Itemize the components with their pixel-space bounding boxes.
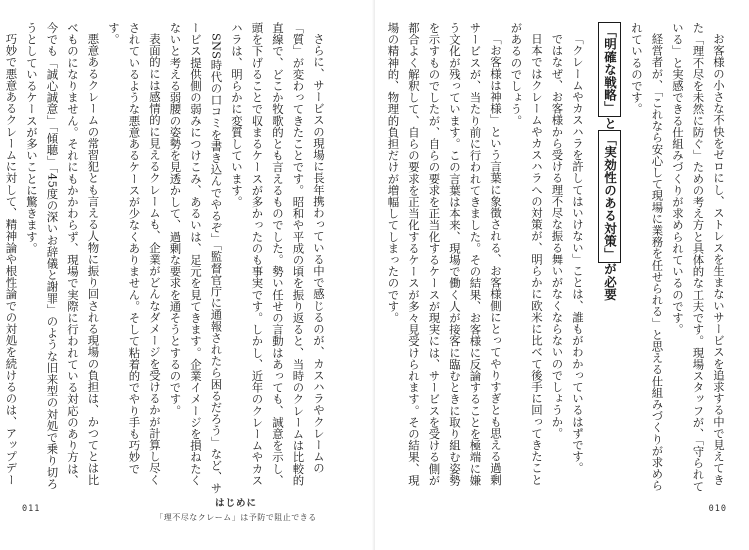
page-number: 010 xyxy=(708,504,727,514)
right-page-body xyxy=(386,22,729,497)
heading-tail: が必要 xyxy=(602,262,618,301)
paragraph: お客様の小さな不快をゼロにし、ストレスを生まないサービスを追求する中で見えてきた「理不尽を未然に防ぐ」ための考え方と具体的な工夫です。現場スタッフが、「守られている」と実感できる仕組みづくりが求められているのです。 xyxy=(671,22,726,492)
left-page-body xyxy=(4,22,329,497)
paragraph: さらに、サービスの現場に長年携わっている中で感じるのが、カスハラやクレームの「質」が変わってきたことです。昭和や平成の頃を振り返ると、当時のクレームは比較的直線で、どこか牧歌的とも言えるものでした。勢い任せの言動はあっても、誠意を示し、頭を下げることで収まるケースが多かったのも事実です。しかし、近年のクレームやカスハラは、明らかに変質しています。 xyxy=(230,22,326,486)
paragraph: 「お客様は神様」という言葉に象徴される、お客様側にとってやりすぎとも思える過剰サービスが、当たり前に行われてきました。その結果、お客様に反論することを極端に嫌う文化が残っています。この言葉は本来、現場で働く人が接客に臨むときに取り組む姿勢を示すものでしたが、自らの要求を正当化するケースが現実には、サービスを受ける側が都合よく解釈して、自らの要求を正当化するケースが多々見受けられます。その結果、現場の精神的、物理的負担だけが増幅してしまったのです。 xyxy=(386,22,503,486)
page-number: 011 xyxy=(22,504,41,514)
paragraph: 「クレームやカスハラを許してはいけない」ことは、誰もがわかっているはずです。 xyxy=(571,33,585,475)
paragraph: 表面的には感情的に見えるクレームも、企業がどんなダメージを受けるかが計算し尽くされているような悪意あるケースが少なくありません。そして粘着的でやり手も巧妙です。 xyxy=(107,22,162,486)
right-page xyxy=(375,0,749,550)
heading-box-strategy: 「明確な戦略」 xyxy=(598,22,621,117)
running-head xyxy=(116,495,356,523)
paragraph: ではなぜ、お客様から受ける理不尽な振る舞いがなくならないのでしょうか。 xyxy=(550,33,565,440)
left-page xyxy=(0,0,374,550)
paragraph: 日本ではクレームやカスハラへの対策が、明らかに欧米に比べて後手に回ってきたことがあるのでしょう。 xyxy=(509,22,544,486)
heading-box-measures: 「実効性のある対策」 xyxy=(598,130,621,263)
paragraph: 巧妙で悪意あるクレームに対して、精神論や根性論での対処を続けるのは、アップデー xyxy=(4,33,19,486)
section-heading xyxy=(598,22,621,497)
heading-connector: と xyxy=(602,116,618,130)
running-title: はじめに xyxy=(214,498,257,509)
paragraph: 悪意あるクレームの常習犯とも言える人物に振り回される現場の負担は、かつてとは比べものになりません。それにもかかわらず、現場で実際に行われている対応のあり方は、今でも「誠心誠意」「傾聴」「45度の深いお辞儀と謝罪」のような旧来型の対処で乗り切ろうとしているケースが多いことに驚きます。 xyxy=(25,22,101,490)
paragraph: 経営者が、「これなら安心して現場に業務を任せられる」と思える仕組みづくりが求められているのです。 xyxy=(630,22,665,492)
running-subtitle: 「理不尽なクレーム」は予防で阻止できる xyxy=(155,513,317,522)
paragraph: SNS時代の口コミを書き込んでやるぞ」「監督官庁に通報されたら困るだろう」など、サービス提供側の弱みにつけこみ、あるいは、足元を見てきます。企業イメージを損ねたくないと考える弱腰の姿勢を見透かして、過剰な要求を通そうとするのです。 xyxy=(168,22,224,495)
